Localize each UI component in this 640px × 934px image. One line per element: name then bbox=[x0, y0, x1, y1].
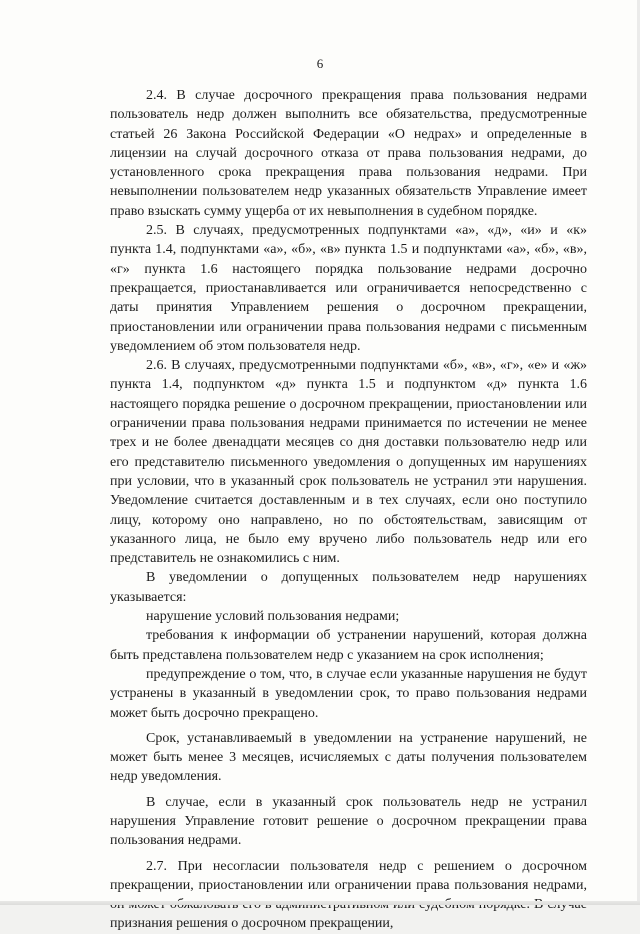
paragraph-2-7: 2.7. При несогласии пользователя недр с решением о досрочном прекращении, приостановлении или ограничении права пользования недрами, признания решения о досрочном прекращении, bbox=[110, 858, 587, 932]
paragraph-2-4: 2.4. В случае досрочного прекращения права пользования недрами пользователь недр должен выполнить все обязательства, предусмотренные статьей 26 Закона Российской Федерации «О недрах» и определенные в лицензии на случай досрочного отказа от права пользования недрами, до установленного срока прекращения права пользования недрами. При невыполнении пользователем недр указанных обязательств Управление имеет право взыскать сумму ущерба от их невыполнения в судебном порядке. bbox=[110, 88, 587, 219]
paragraph-notice-intro: В уведомлении о допущенных пользователем недр нарушениях указывается: bbox=[110, 570, 587, 605]
scan-bottom-edge bbox=[0, 901, 640, 905]
notice-item-warning: предупреждение о том, что, в случае если указанные нарушения не будут устранены в указанный в уведомлении срок, то право пользования недрами может быть досрочно прекращено. bbox=[110, 666, 587, 721]
paragraph-2-6: 2.6. В случаях, предусмотренными подпунктами «б», «в», «г», «е» и «ж» пункта 1.4, подпунктом «д» пункта 1.5 и подпунктом «д» пункта 1.6 настоящего порядка решение о досрочном прекращении, приостановлении или ограничении права пользования недрами принимается по истечении не менее трех и не более двенадцати месяцев со дня доставки пользователю недр или его представителю письменного уведомления о допущенных им нарушениях при условии, что в указанный срок пользователь не устранил эти нарушения. Уведомление считается доставленным и в тех случаях, если оно поступило лицу, которому оно направлено, но по обстоятельствам, зависящим от указанного лица, не было ему вручено либо пользователь недр или его представитель не ознакомились с ним. bbox=[110, 358, 587, 567]
paragraph-deadline: Срок, устанавливаемый в уведомлении на устранение нарушений, не может быть менее 3 месяцев, исчисляемых с даты получения пользователем недр уведомления. bbox=[110, 730, 587, 785]
page-number: 6 bbox=[316, 56, 324, 71]
document-body bbox=[110, 86, 587, 934]
paragraph-termination-decision: В случае, если в указанный срок пользователь недр не устранил нарушения Управление готовит решение о досрочном прекращении права пользования недрами. bbox=[110, 794, 587, 849]
paragraph-2-5: 2.5. В случаях, предусмотренных подпунктами «а», «д», «и» и «к» пункта 1.4, подпунктами «а», «б», «в» пункта 1.5 и подпунктами «а», «б», «в», «г» пункта 1.6 настоящего порядка пользование недрами досрочно прекращается, приостанавливается или ограничивается непосредственно с даты принятия Управлением решения о досрочном прекращении, приостановлении или ограничении права пользования недрами с письменным уведомлением об этом пользователя недр. bbox=[110, 223, 587, 354]
notice-item-requirements: требования к информации об устранении нарушений, которая должна быть представлена пользователем недр с указанием на срок исполнения; bbox=[110, 628, 587, 663]
notice-item-violation: нарушение условий пользования недрами; bbox=[146, 609, 400, 625]
